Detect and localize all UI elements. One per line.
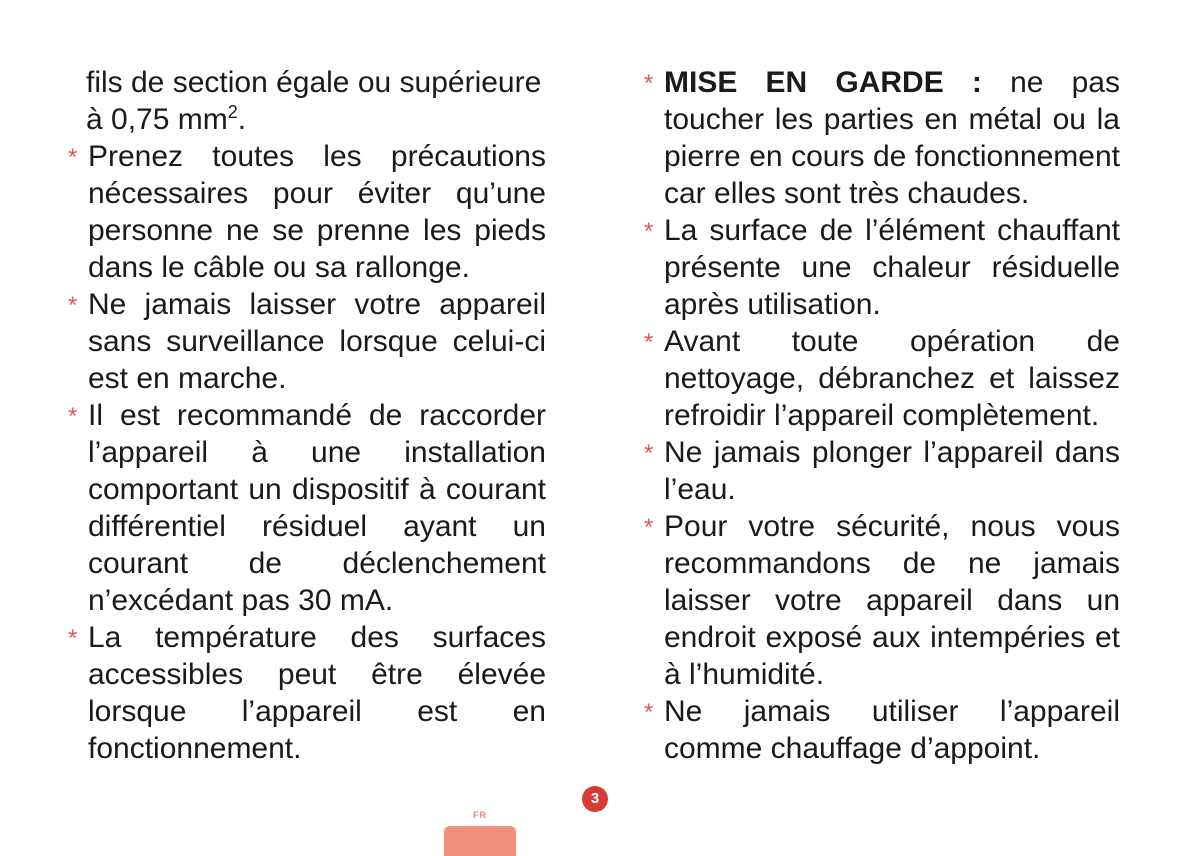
item-text: Avant toute opération de nettoyage, débranchez et laissez refroidir l’appareil complètement.: [664, 325, 1120, 432]
list-item: [644, 64, 1120, 212]
warning-label: MISE EN GARDE :: [664, 66, 982, 99]
item-text: Ne jamais laisser votre appareil sans surveillance lorsque celui-ci est en marche.: [88, 288, 546, 395]
right-column: [644, 64, 1120, 767]
list-item: [644, 434, 1120, 508]
page-number-badge: 3: [582, 786, 608, 812]
asterisk-bullet-icon: *: [644, 440, 654, 467]
asterisk-bullet-icon: *: [644, 329, 654, 356]
item-text: ne pas toucher les parties en métal ou la pierre en cours de fonctionnement car elles sont très chaudes.: [664, 66, 1120, 210]
asterisk-bullet-icon: *: [68, 292, 78, 319]
list-item: [644, 508, 1120, 693]
list-item: [644, 212, 1120, 323]
superscript: 2: [227, 102, 238, 122]
item-text: Prenez toutes les précautions nécessaires pour éviter qu’une personne ne se prenne les pieds dans le câble ou sa rallonge.: [88, 140, 546, 284]
list-item: [68, 397, 546, 619]
asterisk-bullet-icon: *: [644, 699, 654, 726]
asterisk-bullet-icon: *: [68, 625, 78, 652]
asterisk-bullet-icon: *: [644, 514, 654, 541]
item-text: Ne jamais utiliser l’appareil comme chauffage d’appoint.: [664, 695, 1120, 765]
language-label: FR: [473, 810, 487, 820]
asterisk-bullet-icon: *: [644, 70, 654, 97]
asterisk-bullet-icon: *: [68, 144, 78, 171]
language-tab: [444, 826, 516, 856]
list-item: [644, 693, 1120, 767]
asterisk-bullet-icon: *: [68, 403, 78, 430]
item-text: Ne jamais plonger l’appareil dans l’eau.: [664, 436, 1120, 506]
list-item: [68, 286, 546, 397]
list-item: [68, 619, 546, 767]
list-item: [644, 323, 1120, 434]
continuation-text: fils de section égale ou supérieure à 0,75 mm: [86, 66, 542, 136]
item-text: Il est recommandé de raccorder l’appareil à une installation comportant un dispositif à courant différentiel résiduel ayant un courant de déclenchement n’excédant pas 30 mA.: [88, 399, 546, 617]
left-column: [68, 64, 546, 767]
item-text: Pour votre sécurité, nous vous recommandons de ne jamais laisser votre appareil dans un endroit exposé aux intempéries et à l’humidité.: [664, 510, 1120, 691]
continuation-paragraph: [68, 64, 546, 138]
item-text: La température des surfaces accessibles peut être élevée lorsque l’appareil est en fonctionnement.: [88, 621, 546, 765]
item-text: La surface de l’élément chauffant présente une chaleur résiduelle après utilisation.: [664, 214, 1120, 321]
list-item: [68, 138, 546, 286]
asterisk-bullet-icon: *: [644, 218, 654, 245]
continuation-end: .: [237, 103, 247, 136]
